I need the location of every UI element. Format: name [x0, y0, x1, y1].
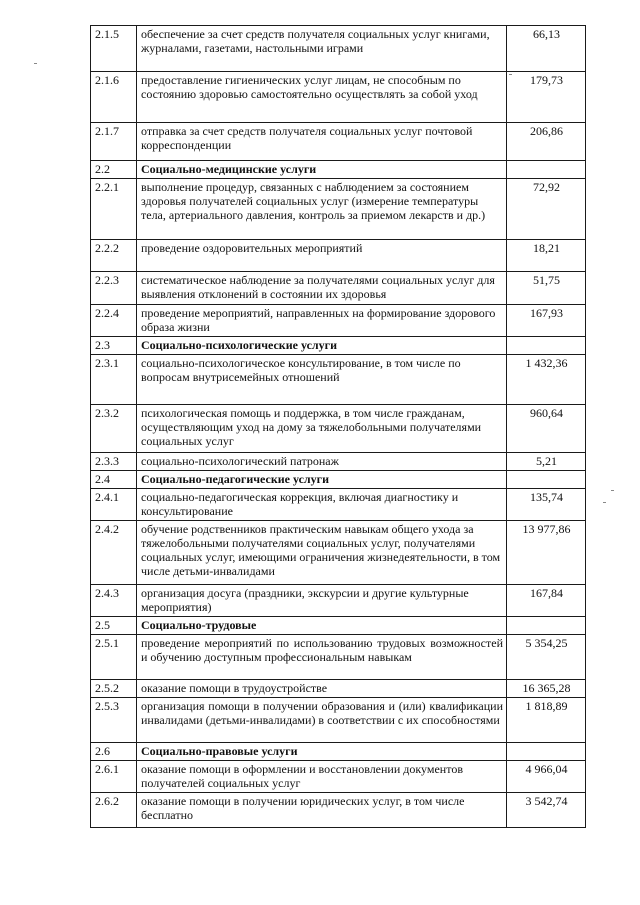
service-price: 16 365,28: [507, 680, 586, 698]
item-number: 2.3.2: [91, 405, 137, 453]
service-price: 13 977,86: [507, 521, 586, 585]
table-row: [91, 240, 586, 272]
service-description: оказание помощи в трудоустройстве: [137, 680, 507, 698]
scan-speck: [34, 63, 37, 64]
item-number: 2.2.1: [91, 179, 137, 240]
item-number: 2.5.1: [91, 635, 137, 680]
service-price: 5,21: [507, 453, 586, 471]
service-description: социально-психологический патронаж: [137, 453, 507, 471]
item-number: 2.2.3: [91, 272, 137, 305]
item-number: 2.5.2: [91, 680, 137, 698]
services-tariff-table: [90, 25, 586, 828]
section-row: [91, 617, 586, 635]
service-description: организация досуга (праздники, экскурсии и другие культурные мероприятия): [137, 585, 507, 617]
table-row: [91, 761, 586, 793]
service-price: 51,75: [507, 272, 586, 305]
service-price: [507, 161, 586, 179]
service-description: отправка за счет средств получателя социальных услуг почтовой корреспонденции: [137, 123, 507, 161]
section-title: Социально-медицинские услуги: [137, 161, 507, 179]
service-price: 1 432,36: [507, 355, 586, 405]
service-price: 135,74: [507, 489, 586, 521]
table-row: [91, 123, 586, 161]
service-price: 206,86: [507, 123, 586, 161]
section-title: Социально-правовые услуги: [137, 743, 507, 761]
table-row: [91, 489, 586, 521]
service-description: предоставление гигиенических услуг лицам, не способным по состоянию здоровью самостоятельно осуществлять за собой уход: [137, 72, 507, 123]
table-row: [91, 405, 586, 453]
item-number: 2.3.1: [91, 355, 137, 405]
table-row: [91, 585, 586, 617]
service-description: оказание помощи в получении юридических услуг, в том числе бесплатно: [137, 793, 507, 828]
service-description: психологическая помощь и поддержка, в том числе гражданам, осуществляющим уход на дому за тяжелобольными получателями социальных услуг: [137, 405, 507, 453]
section-title: Социально-психологические услуги: [137, 337, 507, 355]
service-price: [507, 617, 586, 635]
scan-speck: [611, 490, 614, 491]
service-description: оказание помощи в оформлении и восстановлении документов получателей социальных услуг: [137, 761, 507, 793]
table-row: [91, 521, 586, 585]
item-number: 2.1.7: [91, 123, 137, 161]
item-number: 2.1.6: [91, 72, 137, 123]
service-price: 167,93: [507, 305, 586, 337]
section-title: Социально-трудовые: [137, 617, 507, 635]
service-description: проведение мероприятий, направленных на формирование здорового образа жизни: [137, 305, 507, 337]
section-number: 2.2: [91, 161, 137, 179]
service-description: социально-педагогическая коррекция, включая диагностику и консультирование: [137, 489, 507, 521]
service-price: 66,13: [507, 26, 586, 72]
service-price: 4 966,04: [507, 761, 586, 793]
section-number: 2.4: [91, 471, 137, 489]
section-number: 2.6: [91, 743, 137, 761]
item-number: 2.4.1: [91, 489, 137, 521]
service-description: выполнение процедур, связанных с наблюдением за состоянием здоровья получателей социальных услуг (измерение температуры тела, артериального давления, контроль за приемом лекарств и др.): [137, 179, 507, 240]
service-price: 18,21: [507, 240, 586, 272]
scan-speck: [509, 74, 512, 75]
service-price: 960,64: [507, 405, 586, 453]
section-number: 2.5: [91, 617, 137, 635]
item-number: 2.2.2: [91, 240, 137, 272]
service-price: 1 818,89: [507, 698, 586, 743]
service-description: проведение оздоровительных мероприятий: [137, 240, 507, 272]
service-description: социально-психологическое консультирование, в том числе по вопросам внутрисемейных отношений: [137, 355, 507, 405]
item-number: 2.4.3: [91, 585, 137, 617]
item-number: 2.2.4: [91, 305, 137, 337]
item-number: 2.3.3: [91, 453, 137, 471]
service-price: [507, 743, 586, 761]
service-price: 72,92: [507, 179, 586, 240]
item-number: 2.6.2: [91, 793, 137, 828]
service-price: 179,73: [507, 72, 586, 123]
service-description: обеспечение за счет средств получателя социальных услуг книгами, журналами, газетами, настольными играми: [137, 26, 507, 72]
table-row: [91, 72, 586, 123]
table-row: [91, 698, 586, 743]
table-row: [91, 635, 586, 680]
service-price: 5 354,25: [507, 635, 586, 680]
section-row: [91, 743, 586, 761]
table-row: [91, 179, 586, 240]
service-description: систематическое наблюдение за получателями социальных услуг для выявления отклонений в состоянии их здоровья: [137, 272, 507, 305]
item-number: 2.5.3: [91, 698, 137, 743]
service-description: организация помощи в получении образования и (или) квалификации инвалидами (детьми-инвалидами) в соответствии с их способностями: [137, 698, 507, 743]
item-number: 2.4.2: [91, 521, 137, 585]
service-price: 167,84: [507, 585, 586, 617]
section-title: Социально-педагогические услуги: [137, 471, 507, 489]
table-row: [91, 793, 586, 828]
table-row: [91, 272, 586, 305]
section-row: [91, 471, 586, 489]
section-row: [91, 337, 586, 355]
table-row: [91, 305, 586, 337]
service-description: проведение мероприятий по использованию трудовых возможностей и обучению доступным профессиональным навыкам: [137, 635, 507, 680]
service-price: [507, 471, 586, 489]
table-row: [91, 680, 586, 698]
table-row: [91, 26, 586, 72]
table-row: [91, 355, 586, 405]
service-price: [507, 337, 586, 355]
table-row: [91, 453, 586, 471]
service-description: обучение родственников практическим навыкам общего ухода за тяжелобольными получателями социальных услуг, получателями социальных услуг, имеющими ограничения жизнедеятельности, в том числе детьми-инвалидами: [137, 521, 507, 585]
scan-speck: [603, 502, 606, 503]
service-price: 3 542,74: [507, 793, 586, 828]
section-number: 2.3: [91, 337, 137, 355]
item-number: 2.6.1: [91, 761, 137, 793]
item-number: 2.1.5: [91, 26, 137, 72]
section-row: [91, 161, 586, 179]
